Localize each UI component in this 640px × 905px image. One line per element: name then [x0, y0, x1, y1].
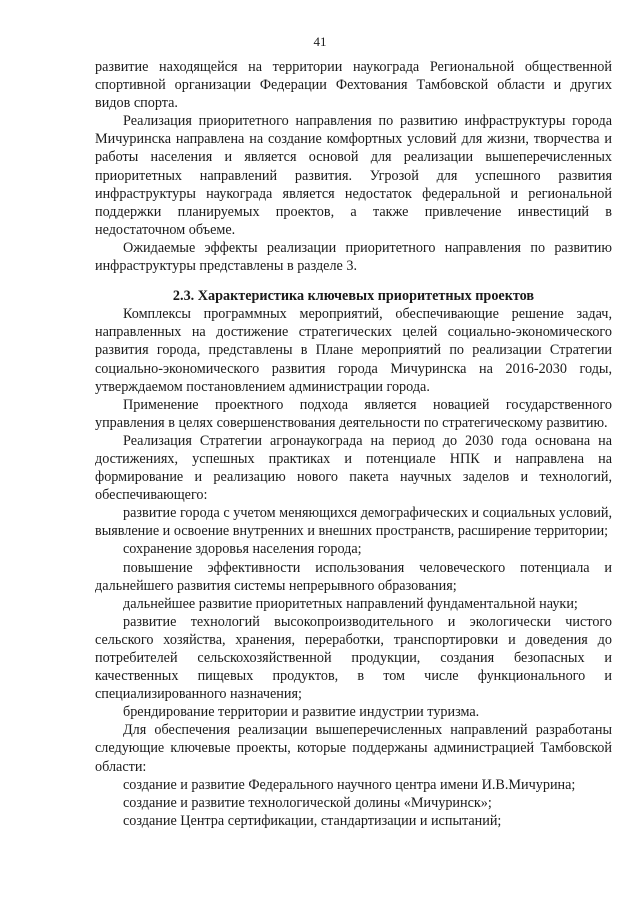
document-body	[95, 58, 612, 830]
paragraph-expected-effects: Ожидаемые эффекты реализации приоритетного направления по развитию инфраструктуры представлены в разделе 3.	[95, 239, 612, 275]
paragraph-program-complexes: Комплексы программных мероприятий, обеспечивающие решение задач, направленных на достижение стратегических целей социально-экономического развития города, представлены в Плане мероприятий по реализации Стратегии социально-экономического развития города Мичуринска на 2016-2030 годы, утверждаемом постановлением администрации города.	[95, 306, 612, 395]
paragraph-project-approach: Применение проектного подхода является новацией государственного управления в целях совершенствования деятельности по стратегическому развитию.	[95, 396, 612, 431]
list-item-branding-tourism: брендирование территории и развитие индустрии туризма.	[123, 704, 480, 721]
paragraph-infrastructure-direction: Реализация приоритетного направления по развитию инфраструктуры города Мичуринска направлена на создание комфортных условий для жизни, творчества и работы населения и является основой для реализации вышеперечисленных приоритетных направлений развития. Угрозой для успешного развития инфраструктуры наукограда является недостаток федеральной и региональной поддержки планируемых проектов, а также привлечение инвестиций в недостаточном объеме.	[95, 113, 612, 238]
paragraph-key-projects: Для обеспечения реализации вышеперечисленных направлений разработаны следующие ключевые проекты, которые поддержаны администрацией Тамбовской области:	[95, 722, 612, 775]
list-item-fundamental-science: дальнейшее развитие приоритетных направлений фундаментальной науки;	[123, 595, 578, 612]
list-item-human-potential: повышение эффективности использования человеческого потенциала и дальнейшего развития системы непрерывного образования;	[95, 559, 612, 594]
list-item-certification-center: создание Центра сертификации, стандартизации и испытаний;	[123, 812, 502, 829]
paragraph-strategy-implementation: Реализация Стратегии агронаукограда на период до 2030 года основана на достижениях, успешных практиках и потенциале НПК и направлена на формирование и реализацию нового пакета научных заделов и технологий, обеспечивающего:	[95, 432, 612, 504]
list-item-federal-science-center: создание и развитие Федерального научного центра имени И.В.Мичурина;	[123, 776, 576, 793]
list-item-agri-technologies: развитие технологий высокопроизводительного и экологически чистого сельского хозяйства, хранения, переработки, транспортировки и доведения до потребителей сельскохозяйственной продукции, создания безопасных и качественных пищевых продуктов, в том числе функционального и специализированного назначения;	[95, 613, 612, 703]
list-item-city-development: развитие города с учетом меняющихся демографических и социальных условий, выявление и освоение внутренних и внешних пространств, расширение территории;	[95, 505, 612, 540]
list-item-technology-valley: создание и развитие технологической долины «Мичуринск»;	[123, 794, 492, 811]
paragraph-sport-federation: развитие находящейся на территории наукограда Региональной общественной спортивной организации Федерации Фехтования Тамбовской области и других видов спорта.	[95, 59, 612, 112]
list-item-health: сохранение здоровья населения города;	[123, 541, 362, 558]
page-number: 41	[313, 34, 327, 49]
section-heading: 2.3. Характеристика ключевых приоритетных проектов	[172, 288, 535, 305]
